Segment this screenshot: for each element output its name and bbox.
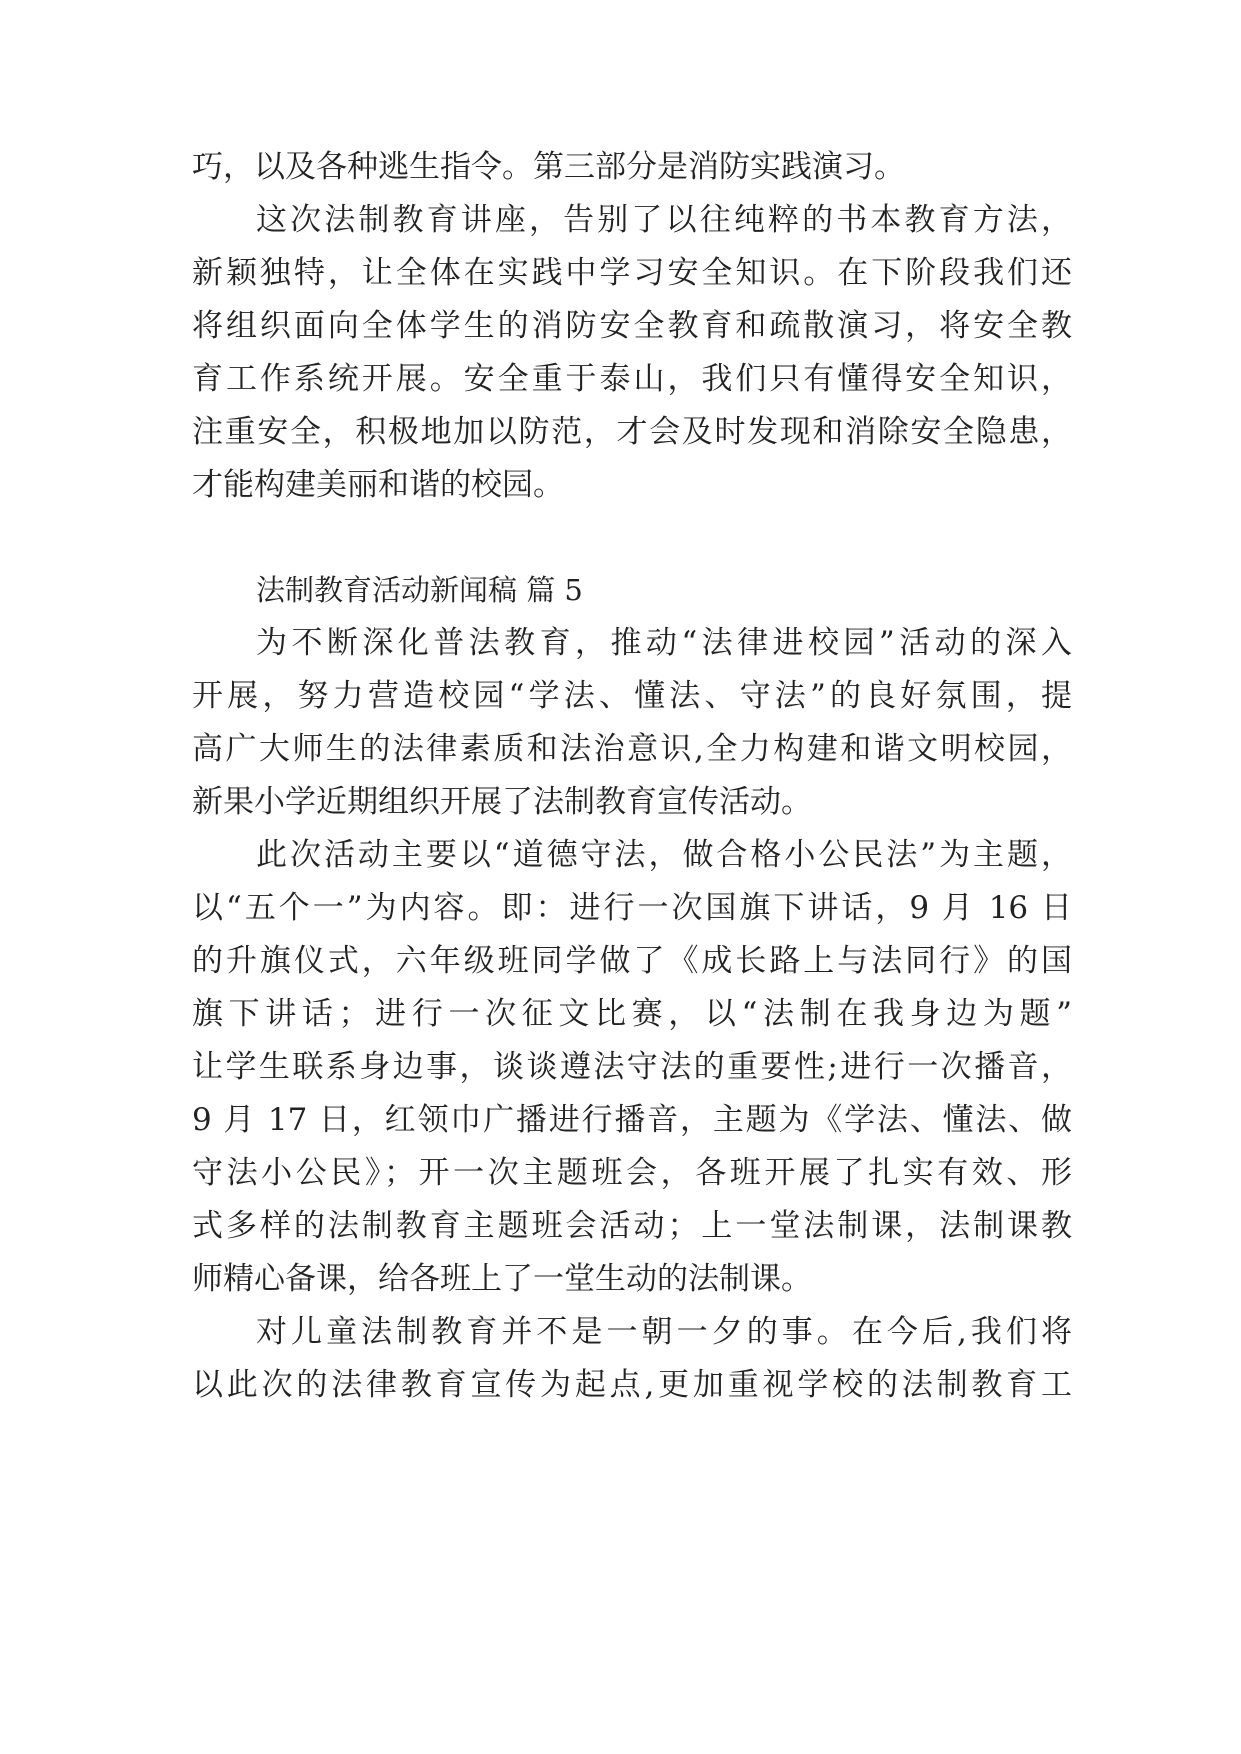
- paragraph-line: 这次法制教育讲座，告别了以往纯粹的书本教育方法，: [256, 202, 1072, 238]
- paragraph-line: 新果小学近期组织开展了法制教育宣传活动。: [192, 784, 812, 820]
- paragraph-line: 此次活动主要以“道德守法，做合格小公民法”为主题，: [256, 837, 1072, 873]
- paragraph-line: 守法小公民》；开一次主题班会，各班开展了扎实有效、形: [192, 1155, 1072, 1191]
- paragraph-line: 新颖独特，让全体在实践中学习安全知识。在下阶段我们还: [192, 255, 1072, 291]
- paragraph-line: 对儿童法制教育并不是一朝一夕的事。在今后,我们将: [256, 1314, 1072, 1350]
- paragraph-line: 让学生联系身边事，谈谈遵法守法的重要性;进行一次播音，: [192, 1049, 1072, 1085]
- paragraph-line: 将组织面向全体学生的消防安全教育和疏散演习，将安全教: [192, 308, 1072, 344]
- paragraph-line: 师精心备课，给各班上了一堂生动的法制课。: [192, 1261, 812, 1297]
- paragraph-line: 为不断深化普法教育，推动“法律进校园”活动的深入: [256, 625, 1072, 661]
- paragraph-line: 注重安全，积极地加以防范，才会及时发现和消除安全隐患，: [192, 414, 1072, 450]
- paragraph-line: 以此次的法律教育宣传为起点,更加重视学校的法制教育工: [192, 1367, 1072, 1403]
- paragraph-line: 式多样的法制教育主题班会活动；上一堂法制课，法制课教: [192, 1208, 1072, 1244]
- paragraph-line: 才能构建美丽和谐的校园。: [192, 467, 564, 503]
- paragraph-line: 育工作系统开展。安全重于泰山，我们只有懂得安全知识，: [192, 361, 1072, 397]
- paragraph-line: 巧，以及各种逃生指令。第三部分是消防实践演习。: [192, 149, 905, 185]
- paragraph-line: 的升旗仪式，六年级班同学做了《成长路上与法同行》的国: [192, 943, 1072, 979]
- paragraph-line: 高广大师生的法律素质和法治意识,全力构建和谐文明校园，: [192, 731, 1072, 767]
- paragraph-line: 以“五个一”为内容。即：进行一次国旗下讲话，9 月 16 日: [192, 890, 1072, 926]
- paragraph-line: 旗下讲话；进行一次征文比赛，以“法制在我身边为题”: [192, 996, 1072, 1032]
- paragraph-line: 9 月 17 日，红领巾广播进行播音，主题为《学法、懂法、做: [192, 1102, 1072, 1138]
- paragraph-line: 开展，努力营造校园“学法、懂法、守法”的良好氛围，提: [192, 678, 1072, 714]
- section-heading: 法制教育活动新闻稿 篇 5: [256, 573, 583, 607]
